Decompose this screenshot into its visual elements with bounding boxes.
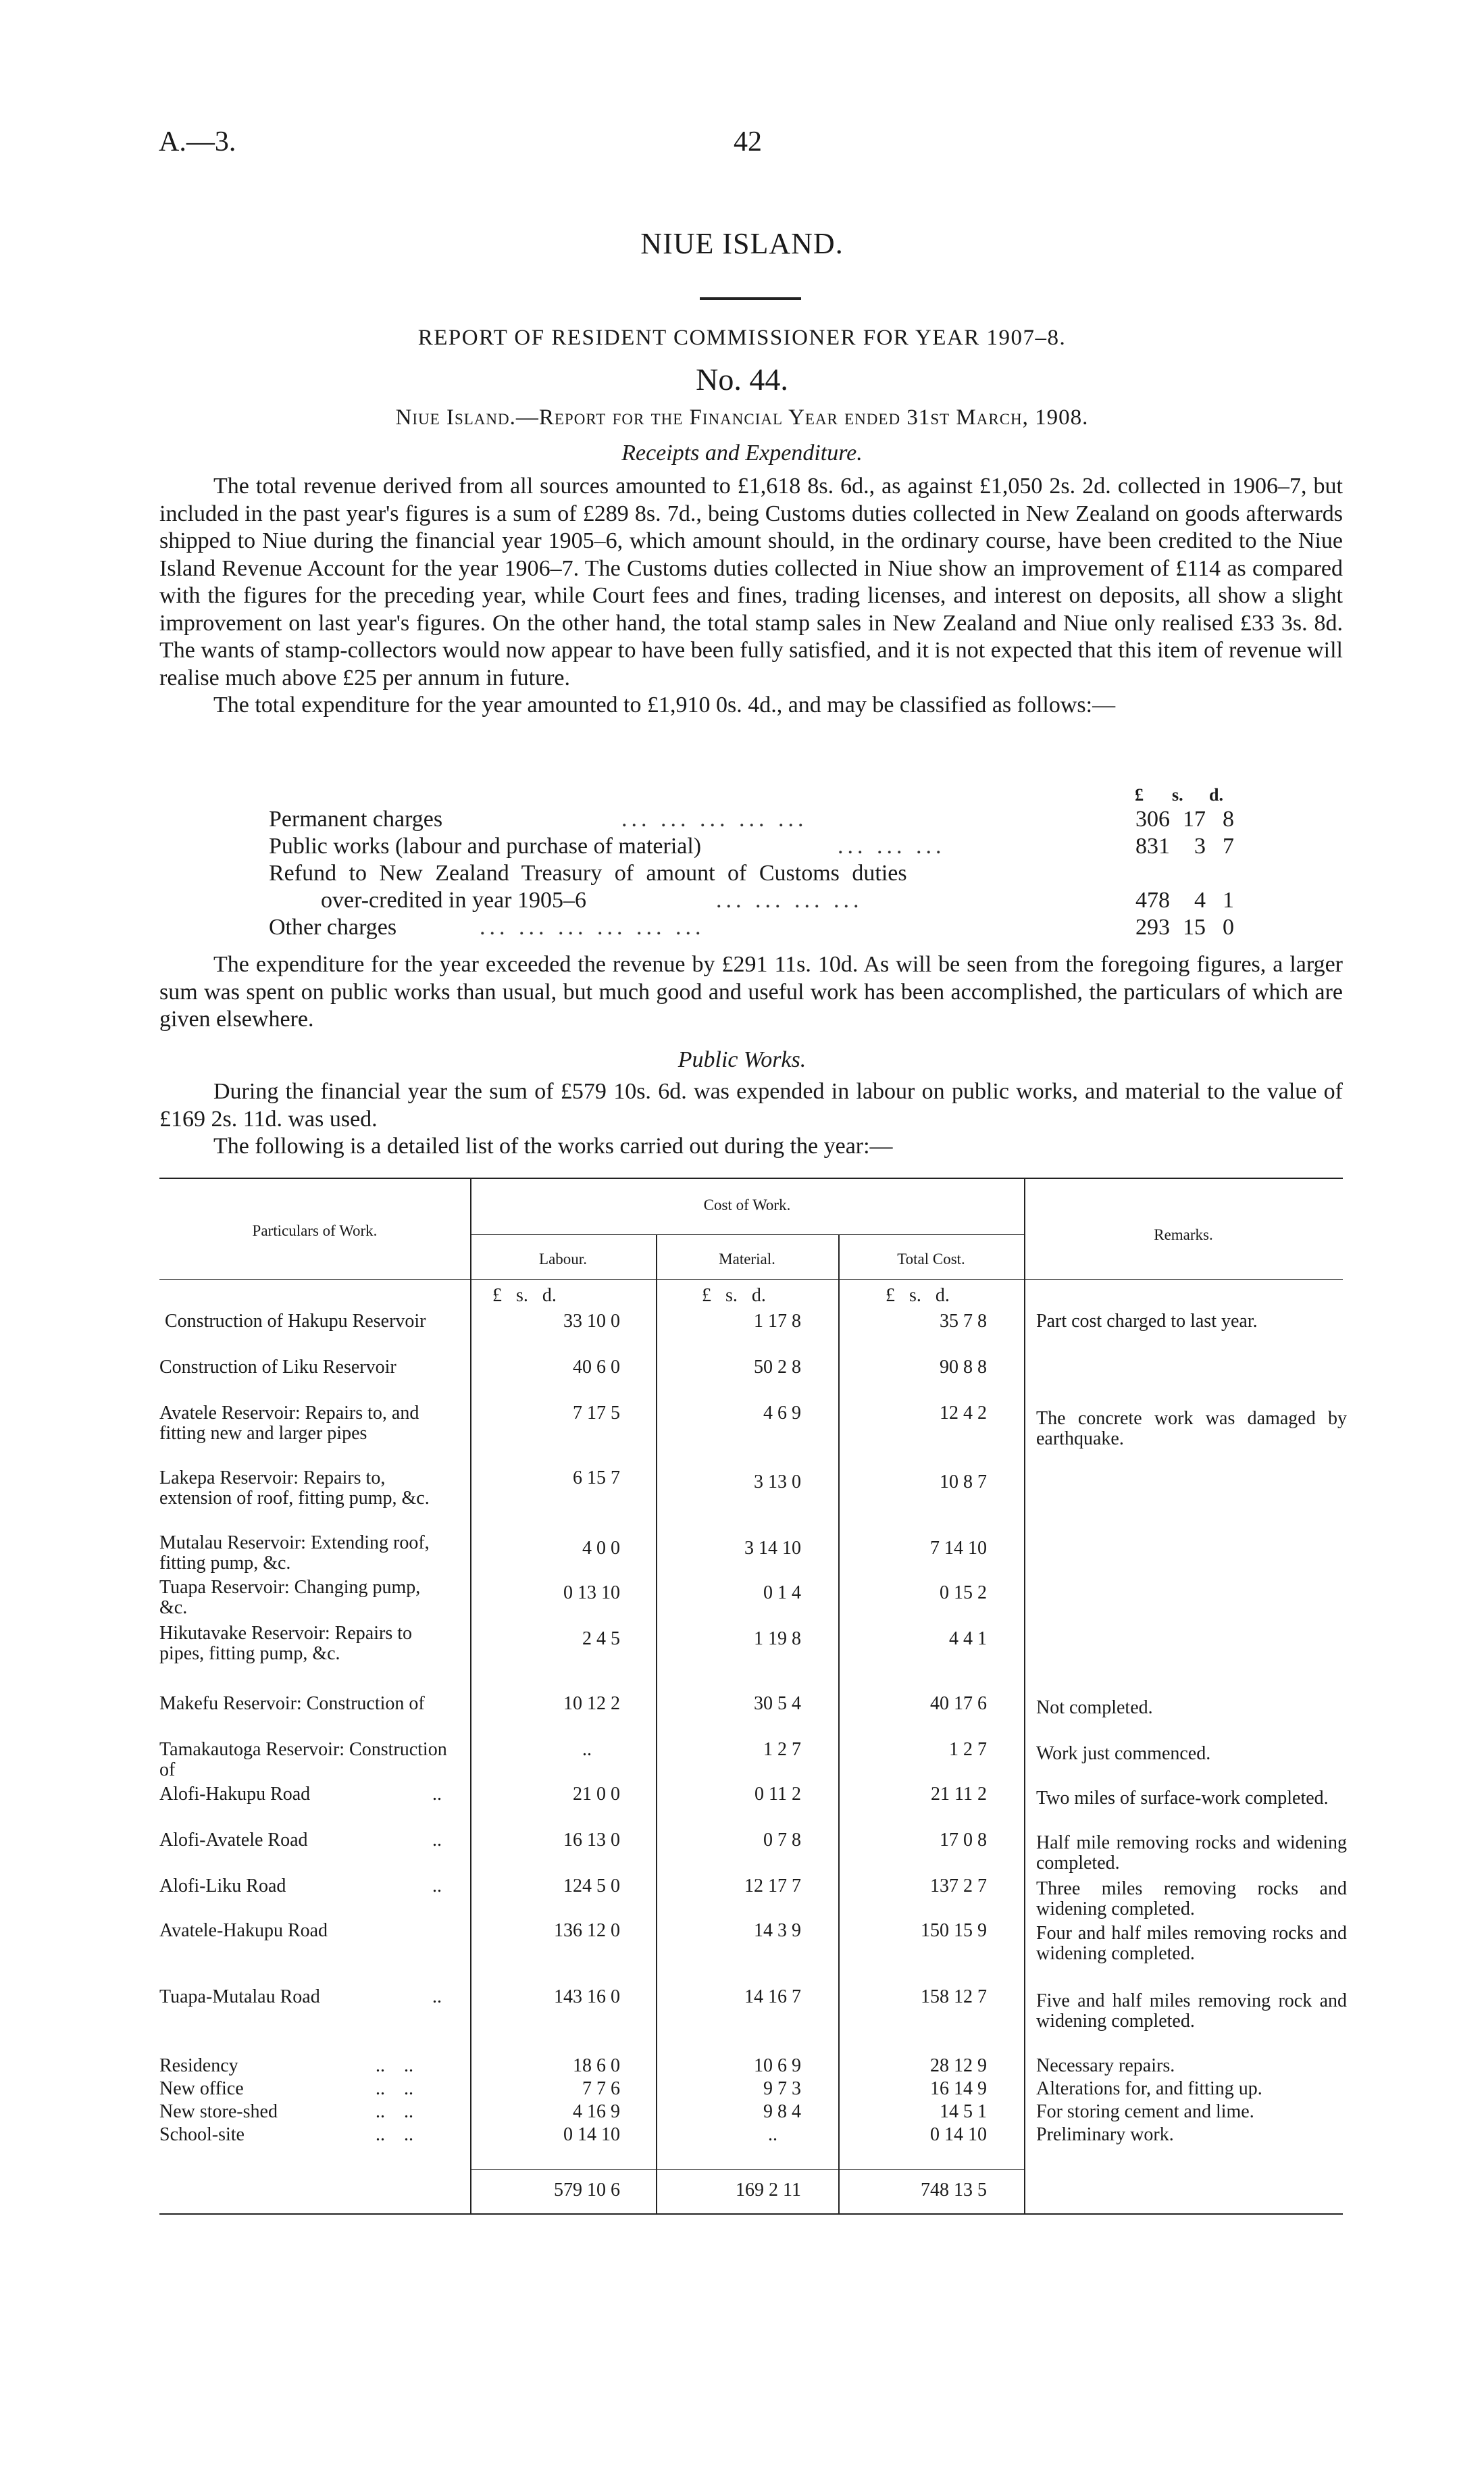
expenditure-row xyxy=(0,861,1484,888)
cost-header-rule xyxy=(470,1234,1024,1235)
total-cost: 14 5 1 xyxy=(940,2101,987,2122)
total-cost: 4 4 1 xyxy=(949,1628,987,1649)
total-cost: 28 12 9 xyxy=(930,2055,987,2076)
total-cost: 40 17 6 xyxy=(930,1693,987,1714)
header-labour: Labour. xyxy=(539,1251,587,1267)
report-title: REPORT OF RESIDENT COMMISSIONER FOR YEAR 1907–8. xyxy=(417,326,1067,350)
leader-dots: .. .. xyxy=(376,2055,413,2076)
material-cost: 0 1 4 xyxy=(763,1582,801,1603)
labour-lsd-header: £ s. d. xyxy=(492,1285,557,1306)
amount-pounds: 478 xyxy=(1135,888,1170,913)
expenditure-label: Refund to New Zealand Treasury of amount of Customs duties xyxy=(269,861,907,886)
page-number: 42 xyxy=(734,126,762,157)
labour-cost: 33 10 0 xyxy=(563,1311,620,1332)
work-remarks: The concrete work was damaged by earthquake. xyxy=(1036,1408,1347,1449)
header-total-cost: Total Cost. xyxy=(897,1251,965,1267)
amount-pence: 1 xyxy=(1223,888,1234,913)
work-particulars: Tamakautoga Reservoir: Construction of xyxy=(159,1739,447,1780)
labour-cost: 16 13 0 xyxy=(563,1830,620,1851)
revenue-paragraph xyxy=(159,473,1343,720)
labour-cost: 7 17 5 xyxy=(573,1403,620,1424)
public-works-text-2: The following is a detailed list of the works carried out during the year:— xyxy=(213,1134,893,1159)
labour-cost: 40 6 0 xyxy=(573,1357,620,1378)
amount-pence: 8 xyxy=(1223,807,1234,832)
leader-dots: .. xyxy=(432,1986,442,2007)
table-top-rule xyxy=(159,1178,1343,1179)
total-cost: 21 11 2 xyxy=(931,1784,987,1805)
labour-cost: 136 12 0 xyxy=(554,1920,620,1941)
work-remarks: Work just commenced. xyxy=(1036,1743,1211,1764)
public-works-heading: Public Works. xyxy=(677,1047,807,1072)
works-table xyxy=(159,1178,1347,2215)
leader-dots: ... ... ... xyxy=(838,834,946,859)
total-cost: 90 8 8 xyxy=(940,1357,987,1378)
material-total: 169 2 11 xyxy=(736,2180,801,2200)
material-cost: 0 11 2 xyxy=(754,1784,801,1805)
work-remarks: Alterations for, and fitting up. xyxy=(1036,2078,1262,2099)
expenditure-row xyxy=(0,888,1484,915)
total-cost: 7 14 10 xyxy=(930,1538,987,1559)
leader-dots: ... ... ... ... ... ... xyxy=(480,915,705,940)
expenditure-intro-text: The total expenditure for the year amounted to £1,910 0s. 4d., and may be classified as follows:— xyxy=(213,693,1116,718)
report-number: No. 44. xyxy=(696,362,788,397)
work-particulars: Construction of Hakupu Reservoir xyxy=(165,1311,426,1332)
public-works-text-1: During the financial year the sum of £579 10s. 6d. was expended in labour on public works, and material to the value of £169 2s. 11d. was used. xyxy=(159,1079,1343,1132)
work-remarks: Preliminary work. xyxy=(1036,2124,1174,2145)
work-particulars: Alofi-Avatele Road xyxy=(159,1830,308,1851)
work-particulars: New office xyxy=(159,2078,244,2099)
amount-shillings: 15 xyxy=(1183,915,1206,940)
leader-dots: ... ... ... ... ... xyxy=(621,807,808,832)
leader-dots: .. xyxy=(432,1876,442,1896)
title-divider xyxy=(700,297,801,300)
totals-rule xyxy=(470,2169,1024,2170)
labour-cost: 10 12 2 xyxy=(563,1693,620,1714)
header-particulars: Particulars of Work. xyxy=(252,1222,378,1239)
total-cost: 0 14 10 xyxy=(930,2124,987,2145)
total-cost: 12 4 2 xyxy=(940,1403,987,1424)
work-remarks: Five and half miles removing rock and widening completed. xyxy=(1036,1990,1347,2032)
leader-dots: .. .. xyxy=(376,2078,413,2099)
shillings-header: s. xyxy=(1172,785,1183,805)
expenditure-row xyxy=(0,807,1484,834)
amount-shillings: 3 xyxy=(1194,834,1206,859)
work-remarks: Not completed. xyxy=(1036,1697,1153,1718)
leader-dots: .. xyxy=(432,1784,442,1805)
labour-cost: 18 6 0 xyxy=(573,2055,620,2076)
expenditure-label: Permanent charges xyxy=(269,807,443,832)
public-works-paragraph xyxy=(159,1078,1343,1161)
work-particulars: Alofi-Liku Road xyxy=(159,1876,286,1896)
leader-dots: .. .. xyxy=(376,2101,413,2122)
work-particulars: Avatele-Hakupu Road xyxy=(159,1920,328,1941)
col-divider xyxy=(1024,1178,1025,2213)
material-cost: 1 19 8 xyxy=(754,1628,801,1649)
material-cost: .. xyxy=(768,2124,777,2145)
exceeded-paragraph xyxy=(159,951,1343,1034)
total-cost: 35 7 8 xyxy=(940,1311,987,1332)
amount-pence: 0 xyxy=(1223,915,1234,940)
material-cost: 9 8 4 xyxy=(763,2101,801,2122)
material-cost: 50 2 8 xyxy=(754,1357,801,1378)
total-cost: 150 15 9 xyxy=(921,1920,987,1941)
header-material: Material. xyxy=(719,1251,775,1267)
amount-pounds: 293 xyxy=(1135,915,1170,940)
labour-cost: 21 0 0 xyxy=(573,1784,620,1805)
expenditure-label: Public works (labour and purchase of material) xyxy=(269,834,702,859)
labour-cost: 0 14 10 xyxy=(563,2124,620,2145)
total-lsd-header: £ s. d. xyxy=(886,1285,950,1306)
work-particulars: Tuapa Reservoir: Changing pump, &c. xyxy=(159,1577,421,1618)
material-cost: 4 6 9 xyxy=(763,1403,801,1424)
work-particulars: Avatele Reservoir: Repairs to, and fitting new and larger pipes xyxy=(159,1403,419,1444)
expenditure-row xyxy=(0,834,1484,861)
material-cost: 14 16 7 xyxy=(744,1986,801,2007)
work-remarks: Two miles of surface-work completed. xyxy=(1036,1788,1329,1809)
material-cost: 14 3 9 xyxy=(754,1920,801,1941)
amount-pounds: 306 xyxy=(1135,807,1170,832)
amount-pence: 7 xyxy=(1223,834,1234,859)
work-particulars: Construction of Liku Reservoir xyxy=(159,1357,396,1378)
labour-total: 579 10 6 xyxy=(554,2180,620,2200)
header-cost-of-work: Cost of Work. xyxy=(703,1197,791,1213)
material-cost: 0 7 8 xyxy=(763,1830,801,1851)
labour-cost: .. xyxy=(582,1739,592,1760)
header-bottom-rule xyxy=(159,1279,1343,1280)
pence-header: d. xyxy=(1209,785,1223,805)
grand-total: 748 13 5 xyxy=(921,2180,987,2200)
leader-dots: .. xyxy=(432,1830,442,1851)
work-particulars: Lakepa Reservoir: Repairs to, extension of roof, fitting pump, &c. xyxy=(159,1467,430,1509)
revenue-text: The total revenue derived from all sources amounted to £1,618 8s. 6d., as against £1,050 2s. 2d. collected in 1906–7, but included in the past year's figures is a sum of £289 8s. 7d., being Customs duties collected in New Zealand on goods afterwards shipped to Niue during the financial year 1905–6, which amount should, in the ordinary course, have been credited to the Niue Island Revenue Account for the year 1906–7. The Customs duties collected in Niue show an improvement of £114 as compared with the figures for the preceding year, while Court fees and fines, trading licenses, and interest on deposits, all show a slight improvement on last year's figures. On the other hand, the total stamp sales in New Zealand and Niue only realised £33 3s. 8d. The wants of stamp-collectors would now appear to have been fully satisfied, and it is not expected that this item of revenue will realise much above £25 per annum in future. xyxy=(159,474,1343,690)
receipts-heading: Receipts and Expenditure. xyxy=(621,441,863,465)
work-particulars: Tuapa-Mutalau Road xyxy=(159,1986,320,2007)
work-remarks: For storing cement and lime. xyxy=(1036,2101,1254,2122)
header-remarks: Remarks. xyxy=(1154,1226,1213,1243)
leader-dots: ... ... ... ... xyxy=(716,888,863,913)
work-particulars: New store-shed xyxy=(159,2101,278,2122)
amount-pounds: 831 xyxy=(1135,834,1170,859)
material-cost: 30 5 4 xyxy=(754,1693,801,1714)
pounds-header: £ xyxy=(1135,785,1144,805)
material-cost: 1 17 8 xyxy=(754,1311,801,1332)
expenditure-label: over-credited in year 1905–6 xyxy=(321,888,586,913)
expenditure-label: Other charges xyxy=(269,915,397,940)
material-cost: 12 17 7 xyxy=(744,1876,801,1896)
table-bottom-rule xyxy=(159,2213,1343,2215)
leader-dots: .. .. xyxy=(376,2124,413,2145)
exceeded-text: The expenditure for the year exceeded the revenue by £291 11s. 10d. As will be seen from the foregoing figures, a larger sum was spent on public works than usual, but much good and useful work has been accomplished, the particulars of which are given elsewhere. xyxy=(159,952,1343,1032)
work-particulars: School-site xyxy=(159,2124,245,2145)
page-title: NIUE ISLAND. xyxy=(640,227,844,260)
material-cost: 3 14 10 xyxy=(744,1538,801,1559)
total-cost: 1 2 7 xyxy=(949,1739,987,1760)
work-remarks: Three miles removing rocks and widening completed. xyxy=(1036,1878,1347,1919)
amount-shillings: 4 xyxy=(1194,888,1206,913)
work-remarks: Half mile removing rocks and widening completed. xyxy=(1036,1832,1347,1873)
expenditure-row xyxy=(0,915,1484,942)
material-cost: 10 6 9 xyxy=(754,2055,801,2076)
labour-cost: 4 16 9 xyxy=(573,2101,620,2122)
work-particulars: Residency xyxy=(159,2055,238,2076)
total-cost: 10 8 7 xyxy=(940,1471,987,1492)
total-cost: 17 0 8 xyxy=(940,1830,987,1851)
total-cost: 137 2 7 xyxy=(930,1876,987,1896)
material-cost: 3 13 0 xyxy=(754,1471,801,1492)
total-cost: 0 15 2 xyxy=(940,1582,987,1603)
work-remarks: Necessary repairs. xyxy=(1036,2055,1175,2076)
amount-shillings: 17 xyxy=(1183,807,1206,832)
work-particulars: Makefu Reservoir: Construction of xyxy=(159,1693,425,1714)
work-particulars: Mutalau Reservoir: Extending roof, fitting pump, &c. xyxy=(159,1532,430,1574)
labour-cost: 124 5 0 xyxy=(563,1876,620,1896)
labour-cost: 143 16 0 xyxy=(554,1986,620,2007)
material-lsd-header: £ s. d. xyxy=(702,1285,766,1306)
total-cost: 16 14 9 xyxy=(930,2078,987,2099)
work-remarks: Part cost charged to last year. xyxy=(1036,1311,1258,1332)
work-particulars: Alofi-Hakupu Road xyxy=(159,1784,311,1805)
section-code: A.—3. xyxy=(159,126,236,157)
material-cost: 1 2 7 xyxy=(763,1739,801,1760)
labour-cost: 2 4 5 xyxy=(582,1628,620,1649)
labour-cost: 6 15 7 xyxy=(573,1467,620,1488)
total-cost: 158 12 7 xyxy=(921,1986,987,2007)
labour-cost: 4 0 0 xyxy=(582,1538,620,1559)
work-particulars: Hikutavake Reservoir: Repairs to pipes, fitting pump, &c. xyxy=(159,1623,413,1664)
work-remarks: Four and half miles removing rocks and widening completed. xyxy=(1036,1923,1347,1964)
labour-cost: 7 7 6 xyxy=(582,2078,620,2099)
labour-cost: 0 13 10 xyxy=(563,1582,620,1603)
material-cost: 9 7 3 xyxy=(763,2078,801,2099)
report-subheading: Niue Island.—Report for the Financial Year ended 31st March, 1908. xyxy=(395,405,1089,430)
